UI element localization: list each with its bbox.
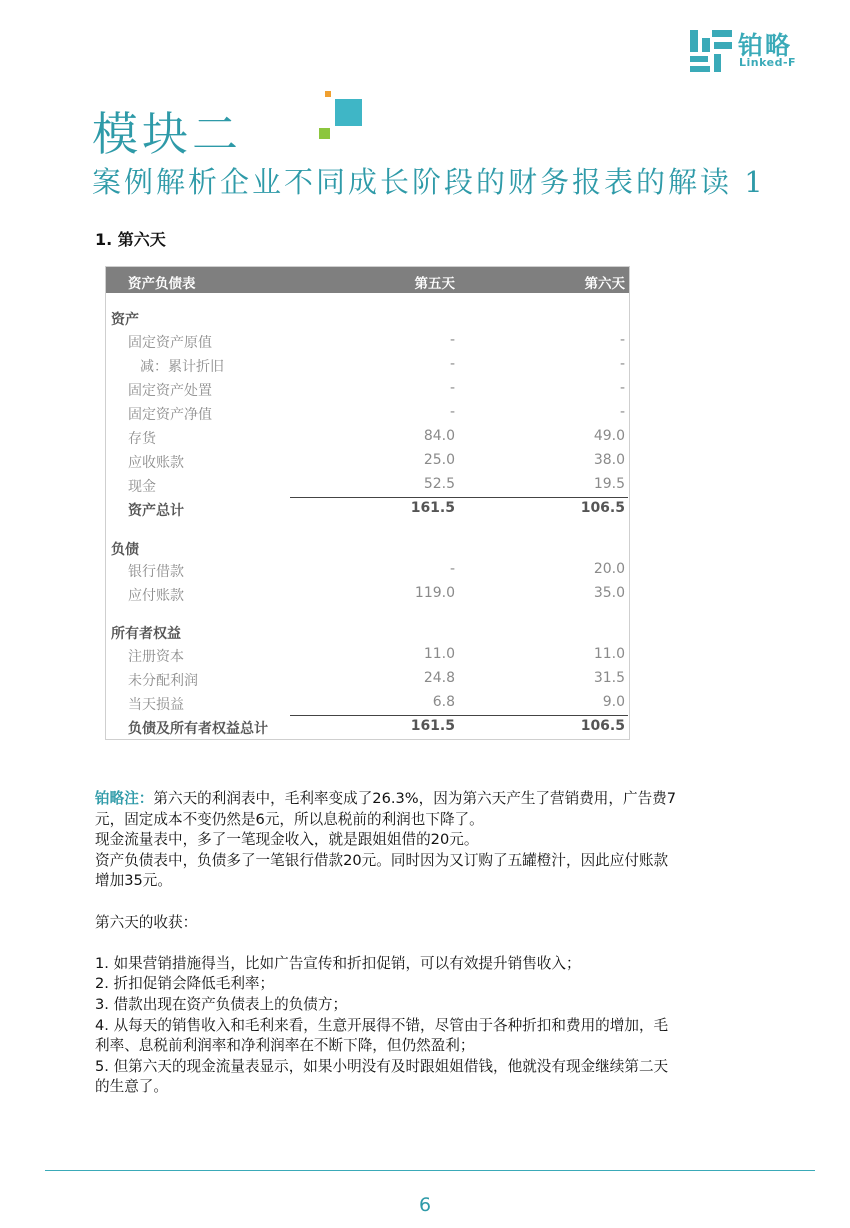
notes-block [95, 789, 795, 1098]
section-heading: 1. 第六天 [95, 230, 166, 249]
table-row [106, 450, 629, 472]
list-item: 2. 折扣促销会降低毛利率； [95, 975, 275, 993]
day6-value: - [619, 356, 625, 372]
day6-value: 106.5 [580, 500, 625, 516]
note-text: 第六天的利润表中，毛利率变成了26.3%，因为第六天产生了营销费用，广告费7 [153, 790, 677, 807]
day5-value: 24.8 [423, 670, 455, 686]
row-label: 固定资产净值 [128, 407, 212, 423]
row-label: 注册资本 [128, 649, 184, 665]
decor-square-orange [325, 91, 331, 97]
day5-value: - [449, 380, 455, 396]
day5-value: 119.0 [414, 585, 455, 601]
day6-value: 49.0 [593, 428, 625, 444]
day5-value: 25.0 [423, 452, 455, 468]
list-item: 5. 但第六天的现金流量表显示，如果小明没有及时跟姐姐借钱，他就没有现金继续第二天 [95, 1057, 669, 1075]
page-subtitle: 案例解析企业不同成长阶段的财务报表的解读 1 [92, 165, 766, 199]
harvest-title: 第六天的收获： [95, 913, 198, 931]
note-lead: 铂略注： [95, 790, 154, 807]
group-assets [106, 307, 629, 329]
footer-divider [45, 1170, 815, 1171]
decor-square-green [319, 128, 330, 139]
row-label: 负债及所有者权益总计 [128, 721, 268, 737]
day5-value: 84.0 [423, 428, 455, 444]
note-line [95, 789, 795, 810]
list-item: 4. 从每天的销售收入和毛利来看，生意开展得不错，尽管由于各种折扣和费用的增加，毛 [95, 1016, 669, 1034]
row-label: 应付账款 [128, 588, 184, 604]
note-line: 增加35元。 [95, 872, 172, 890]
spacer [95, 892, 795, 913]
assets-total-row [106, 498, 629, 520]
logo-chinese-text: 铂略 [738, 31, 793, 60]
day6-value: - [619, 332, 625, 348]
decor-square-teal [335, 99, 362, 126]
table-row [106, 402, 629, 424]
group-label: 所有者权益 [111, 626, 181, 642]
table-row [106, 354, 629, 376]
row-label: 银行借款 [128, 564, 184, 580]
table-row [106, 668, 629, 690]
table-row [106, 426, 629, 448]
day5-value: 161.5 [410, 500, 455, 516]
day5-value: - [449, 332, 455, 348]
page-number: 6 [418, 1194, 432, 1216]
day6-value: 9.0 [602, 694, 625, 710]
table-row [106, 474, 629, 496]
day5-value: - [449, 404, 455, 420]
day6-value: 31.5 [593, 670, 625, 686]
row-label: 资产总计 [128, 503, 184, 519]
table-row [106, 559, 629, 581]
day5-value: 6.8 [432, 694, 455, 710]
table-row [106, 378, 629, 400]
group-label: 负债 [111, 542, 139, 558]
balance-sheet-table [105, 266, 630, 740]
day5-value: 52.5 [423, 476, 455, 492]
list-item: 1. 如果营销措施得当，比如广告宣传和折扣促销，可以有效提升销售收入； [95, 954, 581, 972]
group-equity [106, 621, 629, 643]
row-label: 当天损益 [128, 697, 184, 713]
brand-logo [690, 30, 810, 75]
day6-value: - [619, 380, 625, 396]
row-label: 未分配利润 [128, 673, 198, 689]
grand-total-row [106, 716, 629, 738]
row-label: 应收账款 [128, 455, 184, 471]
day6-value: 19.5 [593, 476, 625, 492]
row-label: 存货 [128, 431, 156, 447]
list-item-continued: 利率、息税前利润率和净利润率在不断下降，但仍然盈利； [95, 1037, 475, 1055]
row-label: 固定资产处置 [128, 383, 212, 399]
day5-value: - [449, 356, 455, 372]
note-line: 现金流量表中，多了一笔现金收入，就是跟姐姐借的20元。 [95, 831, 479, 849]
row-label: 固定资产原值 [128, 335, 212, 351]
note-line: 资产负债表中，负债多了一笔银行借款20元。同时因为又订购了五罐橙汁，因此应付账款 [95, 851, 669, 869]
page-title: 模块二 [92, 107, 242, 161]
table-row [106, 330, 629, 352]
note-line: 元，固定成本不变仍然是6元，所以息税前的利润也下降了。 [95, 810, 484, 828]
list-item: 3. 借款出现在资产负债表上的负债方； [95, 995, 348, 1013]
day6-value: 106.5 [580, 718, 625, 734]
day6-value: - [619, 404, 625, 420]
table-row [106, 692, 629, 714]
day6-value: 11.0 [593, 646, 625, 662]
header-day6: 第六天 [584, 276, 625, 292]
header-name: 资产负债表 [128, 276, 196, 292]
header-day5: 第五天 [414, 276, 455, 292]
row-label: 减：累计折旧 [140, 359, 224, 375]
group-label: 资产 [111, 312, 139, 328]
day5-value: 161.5 [410, 718, 455, 734]
list-item-continued: 的生意了。 [95, 1078, 168, 1096]
logo-english-text: Linked-F [739, 56, 797, 69]
day6-value: 38.0 [593, 452, 625, 468]
table-row [106, 583, 629, 605]
table-row [106, 644, 629, 666]
day6-value: 20.0 [593, 561, 625, 577]
day6-value: 35.0 [593, 585, 625, 601]
row-label: 现金 [128, 479, 156, 495]
table-header [106, 267, 629, 293]
day5-value: 11.0 [423, 646, 455, 662]
spacer [95, 933, 795, 954]
group-liabilities [106, 537, 629, 559]
logo-mark-icon [690, 30, 734, 72]
day5-value: - [449, 561, 455, 577]
